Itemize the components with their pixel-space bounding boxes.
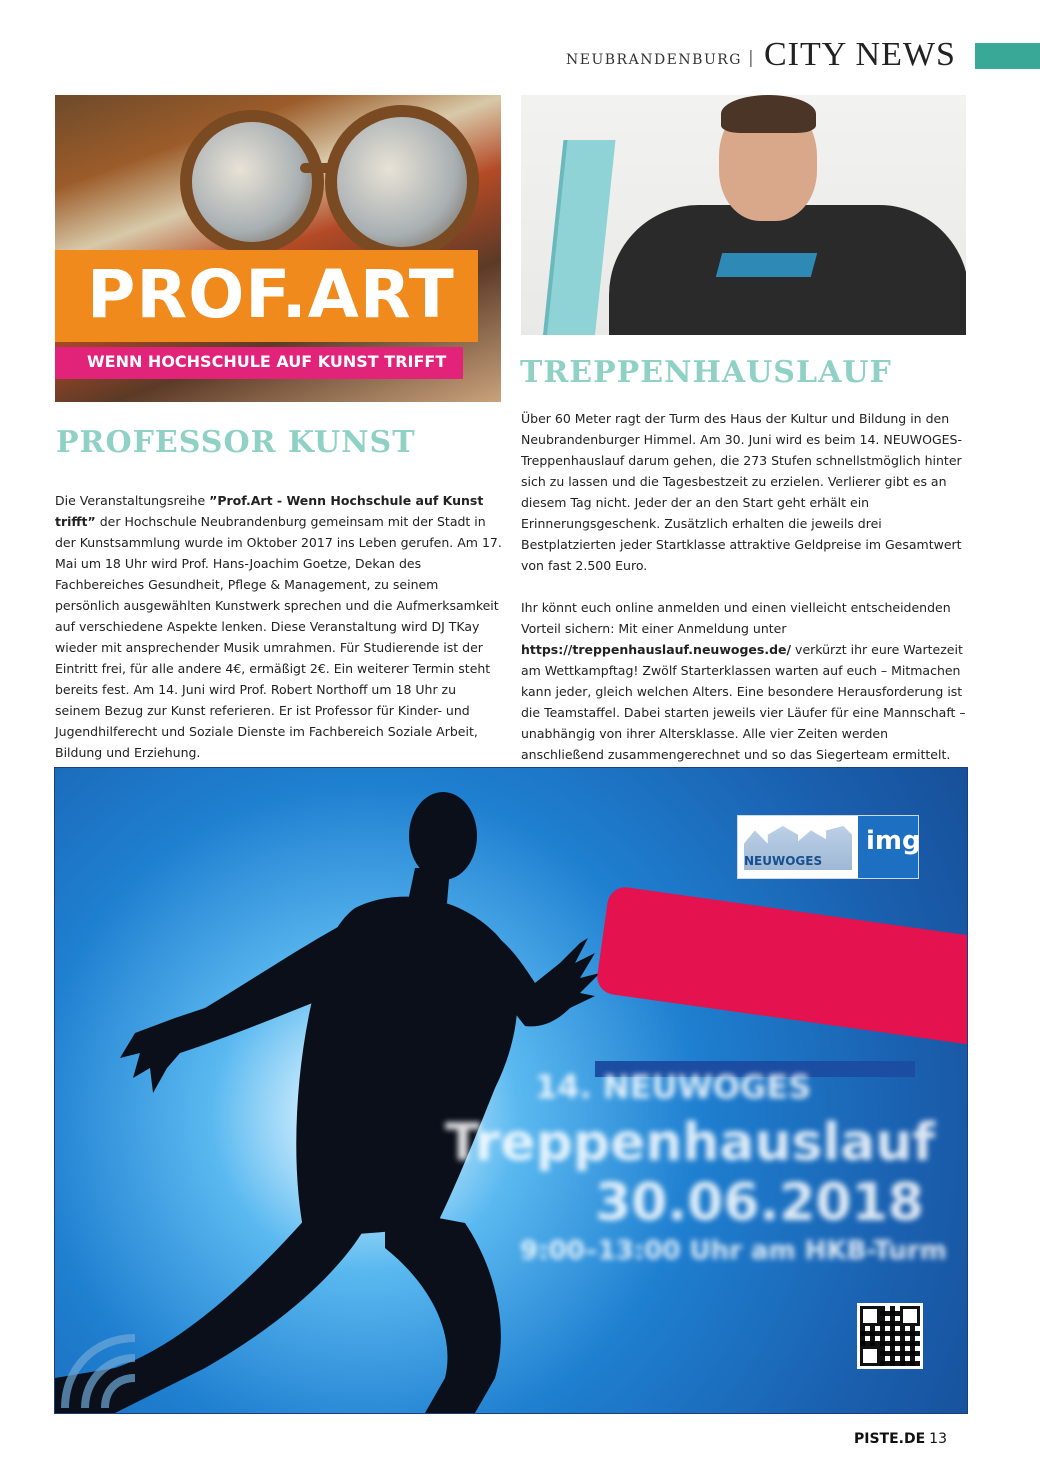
- ad-line-event: 14. NEUWOGES: [535, 1068, 812, 1106]
- poster-title: PROF.ART: [87, 256, 455, 333]
- stair-railing: [542, 140, 615, 335]
- para2-rest: verkürzt ihr eure Wartezeit am Wettkampftag! Zwölf Starterklassen warten auf euch – Mitmachen kann jeder, gleich welchen Alters. Eine besondere Herausforderung ist die Teamstaffel. Dabei starten jeweils vier Läufer für eine Mannschaft – unabhängig von ihrer Altersklasse. Alle vier Zeiten werden anschließend zusammengerechnet und so das Siegerteam ermittelt.: [521, 642, 966, 762]
- runner-hair: [721, 95, 816, 133]
- poster-subtitle-band: [55, 347, 463, 379]
- event-name: ”Prof.Art - Wenn Hochschule auf Kunst trifft”: [55, 493, 484, 529]
- runner-photo: [521, 95, 966, 335]
- treppenhauslauf-ad: [54, 767, 968, 1414]
- paragraph-1: Über 60 Meter ragt der Turm des Haus der Kultur und Bildung in den Neubrandenburger Himmel. Am 30. Juni wird es beim 14. NEUWOGES-Treppenhauslauf darum gehen, die 273 Stufen schnellstmöglich hinter sich zu lassen und die Tagesbestzeit zu erzielen. Verlierer gibt es an diesem Tag nicht. Jeder der an den Start geht erhält ein Erinnerungsgeschenk. Zusätzlich erhalten die jeweils drei Bestplatzierten jeder Startklasse attraktive Geldpreise im Gesamtwert von fast 2.500 Euro.: [521, 411, 962, 573]
- profart-poster-image: [55, 95, 501, 402]
- page-number: 13: [929, 1431, 947, 1447]
- paragraph-2: [521, 597, 969, 765]
- shirt-logo: [716, 253, 817, 277]
- headline-treppenhauslauf: TREPPENHAUSLAUF: [520, 355, 892, 390]
- brand-name: NEUWOGES: [744, 854, 823, 868]
- body-intro: Die Veranstaltungsreihe: [55, 493, 210, 508]
- headline-professor-kunst: PROFESSOR KUNST: [56, 425, 416, 460]
- glasses-lens-right: [325, 105, 479, 259]
- para2-intro: Ihr könnt euch online anmelden und einen vielleicht entscheidenden Vorteil sichern: Mit einer Anmeldung unter: [521, 600, 951, 636]
- ad-line-date: 30.06.2018: [595, 1173, 924, 1233]
- poster-subtitle: WENN HOCHSCHULE AUF KUNST TRIFFT: [87, 352, 447, 371]
- footer-site: PISTE.DE: [854, 1431, 926, 1447]
- page-footer: [854, 1431, 947, 1447]
- header-accent-bar: [975, 43, 1040, 69]
- img-logo-block: [858, 816, 921, 878]
- ad-line-title: Treppenhauslauf: [445, 1113, 936, 1173]
- page-section-title: CITY NEWS: [764, 36, 956, 73]
- qr-code[interactable]: [857, 1303, 923, 1369]
- registration-link[interactable]: https://treppenhauslauf.neuwoges.de/: [521, 642, 792, 657]
- ad-line-time: 9:00–13:00 Uhr am HKB-Turm: [520, 1236, 947, 1266]
- article-body-left: [55, 490, 503, 763]
- poster-title-band: [55, 250, 478, 342]
- article-body-right: [521, 408, 969, 786]
- section-label: NEUBRANDENBURG: [566, 52, 742, 68]
- glasses-lens-left: [180, 110, 324, 254]
- neuwoges-logo: [737, 815, 919, 879]
- body-rest: der Hochschule Neubrandenburg gemeinsam mit der Stadt in der Kunstsammlung wurde im Oktober 2017 ins Leben gerufen. Am 17. Mai um 18 Uhr wird Prof. Hans-Joachim Goetze, Dekan des Fachbereiches Gesundheit, Pflege & Management, zu seinem persönlich ausgewählten Kunstwerk sprechen und die Aufmerksamkeit auf verschiedene Aspekte lenken. Diese Veranstaltung wird DJ TKay wieder mit ansprechender Musik umrahmen. Für Studierende ist der Eintritt frei, für alle andere 4€, ermäßigt 2€. Ein weiterer Termin steht bereits fest. Am 14. Juni wird Prof. Robert Northoff um 18 Uhr zu seinem Bezug zur Kunst referieren. Er ist Professor für Kinder- und Jugendhilferecht und Soziale Dienste im Fachbereich Soziale Arbeit, Bildung und Erziehung.: [55, 514, 502, 760]
- header-separator: |: [748, 48, 754, 68]
- img-label: img: [866, 826, 921, 856]
